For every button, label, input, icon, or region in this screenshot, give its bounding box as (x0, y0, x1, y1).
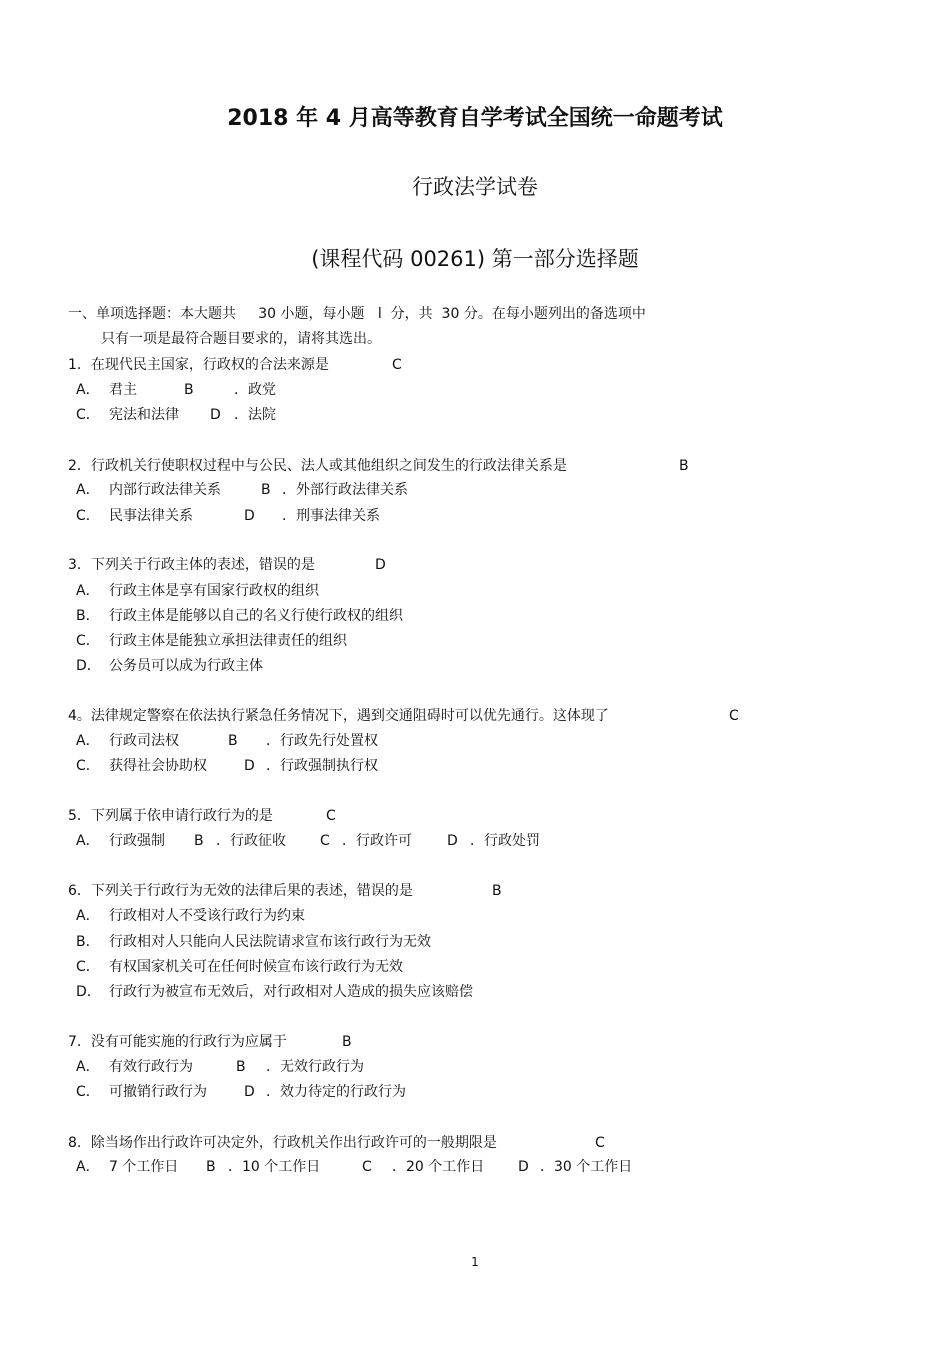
option-letter: A． (76, 733, 100, 749)
option-text: ．30 个工作日 (540, 1159, 633, 1175)
page-number: 1 (471, 1255, 479, 1269)
answer-key: B (342, 1034, 352, 1050)
option-letter: B (184, 382, 194, 398)
option-letter: C． (76, 407, 100, 423)
question-stem: 2．行政机关行使职权过程中与公民、法人或其他组织之间发生的行政法律关系是 (68, 458, 567, 474)
question-stem: 6．下列关于行政行为无效的法律后果的表述，错误的是 (68, 883, 413, 899)
option-letter: D (210, 407, 221, 423)
option-letter: A． (76, 1059, 100, 1075)
answer-key: C (392, 357, 402, 373)
option-text: 行政行为被宣布无效后，对行政相对人造成的损失应该赔偿 (109, 984, 473, 1000)
option-text: ．行政征收 (216, 833, 286, 849)
option-letter: B (228, 733, 238, 749)
option-text: 宪法和法律 (109, 407, 179, 423)
option-letter: D (244, 1084, 255, 1100)
option-letter: C． (76, 633, 100, 649)
option-text: 获得社会协助权 (109, 758, 207, 774)
option-letter: D (518, 1159, 529, 1175)
option-letter: A． (76, 908, 100, 924)
option-text: ．外部行政法律关系 (282, 482, 408, 498)
option-text: 7 个工作日 (109, 1159, 179, 1175)
option-text: 有权国家机关可在任何时候宣布该行政行为无效 (109, 959, 403, 975)
answer-key: C (595, 1135, 605, 1151)
option-letter: A． (76, 382, 100, 398)
option-letter: A． (76, 833, 100, 849)
option-text: 行政相对人只能向人民法院请求宣布该行政行为无效 (109, 934, 431, 950)
option-letter: C． (76, 1084, 100, 1100)
option-text: 行政主体是享有国家行政权的组织 (109, 583, 319, 599)
option-text: ．10 个工作日 (228, 1159, 321, 1175)
option-letter: D． (76, 658, 101, 674)
option-text: ．行政许可 (342, 833, 412, 849)
answer-key: C (729, 708, 739, 724)
option-text: 行政司法权 (109, 733, 179, 749)
question-stem: 8．除当场作出行政许可决定外，行政机关作出行政许可的一般期限是 (68, 1135, 497, 1151)
exam-title: 2018 年 4 月高等教育自学考试全国统一命题考试 (227, 106, 723, 131)
option-text: 行政相对人不受该行政行为约束 (109, 908, 305, 924)
option-letter: D (244, 508, 255, 524)
option-letter: C (320, 833, 330, 849)
answer-key: B (679, 458, 689, 474)
question-stem: 5．下列属于依申请行政行为的是 (68, 808, 273, 824)
option-text: 公务员可以成为行政主体 (109, 658, 263, 674)
option-letter: B． (76, 608, 100, 624)
option-letter: C (362, 1159, 372, 1175)
answer-key: B (492, 883, 502, 899)
option-text: ．行政先行处置权 (266, 733, 378, 749)
option-text: ．政党 (234, 382, 276, 398)
option-letter: C． (76, 508, 100, 524)
option-text: ．行政处罚 (470, 833, 540, 849)
question-stem: 3．下列关于行政主体的表述，错误的是 (68, 557, 315, 573)
option-letter: B (194, 833, 204, 849)
instructions-line-1: 一、单项选择题：本大题共 30 小题，每小题 l 分，共 30 分。在每小题列出的备选项中 (68, 306, 646, 322)
option-text: ．20 个工作日 (392, 1159, 485, 1175)
question-stem: 1．在现代民主国家，行政权的合法来源是 (68, 357, 329, 373)
option-letter: B (206, 1159, 216, 1175)
option-text: 内部行政法律关系 (109, 482, 221, 498)
option-text: 有效行政行为 (109, 1059, 193, 1075)
option-text: ．无效行政行为 (266, 1059, 364, 1075)
section-title: (课程代码 00261) 第一部分选择题 (311, 247, 639, 271)
option-letter: D． (76, 984, 101, 1000)
option-letter: C． (76, 959, 100, 975)
option-text: 行政强制 (109, 833, 165, 849)
answer-key: C (326, 808, 336, 824)
option-text: ．行政强制执行权 (266, 758, 378, 774)
option-letter: D (244, 758, 255, 774)
option-text: ．刑事法律关系 (282, 508, 380, 524)
option-text: 君主 (109, 382, 137, 398)
option-letter: D (447, 833, 458, 849)
option-letter: C． (76, 758, 100, 774)
option-letter: A． (76, 583, 100, 599)
instructions-line-2: 只有一项是最符合题目要求的，请将其选出。 (101, 331, 381, 347)
option-text: 行政主体是能独立承担法律责任的组织 (109, 633, 347, 649)
option-text: 民事法律关系 (109, 508, 193, 524)
exam-subtitle: 行政法学试卷 (412, 175, 538, 199)
answer-key: D (375, 557, 386, 573)
option-letter: B (261, 482, 271, 498)
option-text: 可撤销行政行为 (109, 1084, 207, 1100)
option-letter: A． (76, 1159, 100, 1175)
option-letter: A． (76, 482, 100, 498)
question-stem: 4。法律规定警察在依法执行紧急任务情况下，遇到交通阻碍时可以优先通行。这体现了 (68, 708, 609, 724)
option-text: ．效力待定的行政行为 (266, 1084, 406, 1100)
option-letter: B (236, 1059, 246, 1075)
option-letter: B． (76, 934, 100, 950)
option-text: 行政主体是能够以自己的名义行使行政权的组织 (109, 608, 403, 624)
option-text: ．法院 (234, 407, 276, 423)
question-stem: 7．没有可能实施的行政行为应属于 (68, 1034, 287, 1050)
